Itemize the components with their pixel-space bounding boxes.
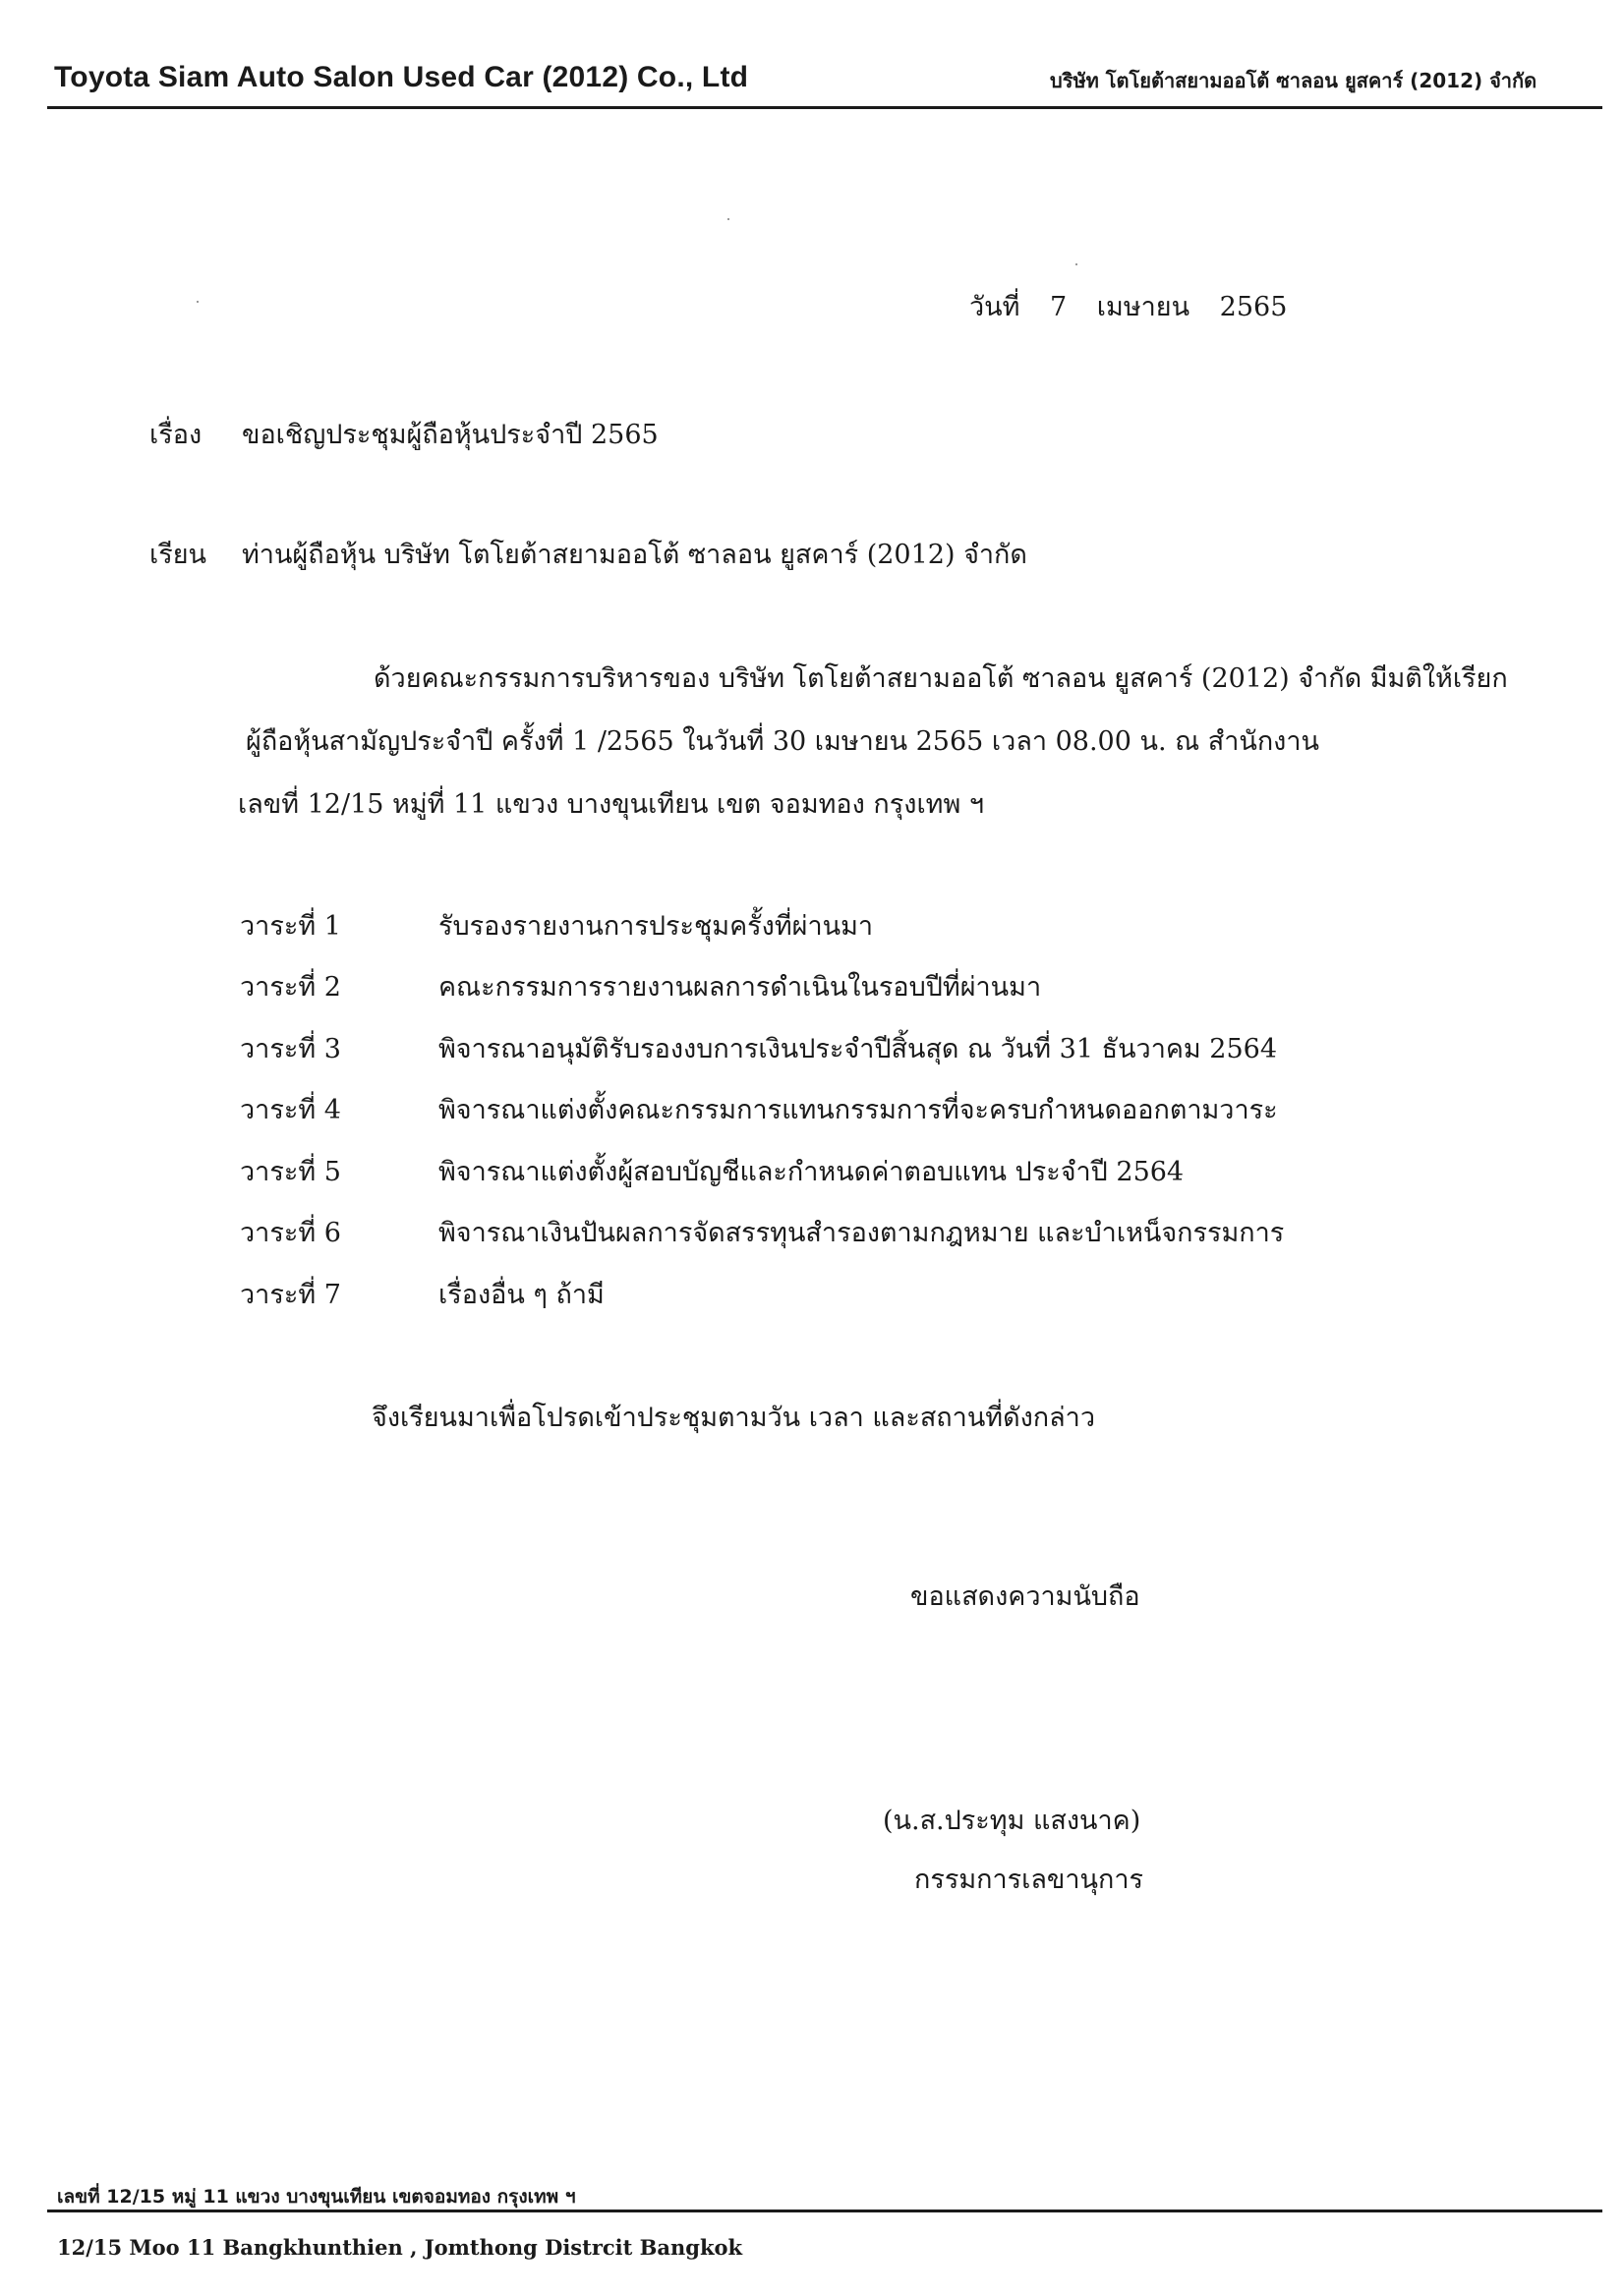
date-year: 2565 xyxy=(1219,292,1288,322)
letter-date xyxy=(969,285,1308,327)
agenda-item: พิจารณาแต่งตั้งคณะกรรมการแทนกรรมการที่จะครบกำหนดออกตามวาระ xyxy=(438,1095,1278,1125)
closing-regards: ขอแสดงความนับถือ xyxy=(910,1581,1140,1612)
agenda-number: วาระที่ 7 xyxy=(240,1280,341,1310)
agenda-item: พิจารณาเงินปันผลการจัดสรรทุนสำรองตามกฎหมาย และบำเหน็จกรรมการ xyxy=(438,1218,1285,1248)
intro-line-3: เลขที่ 12/15 หมู่ที่ 11 แขวง บางขุนเทียน เขต จอมทอง กรุงเทพ ฯ xyxy=(238,789,985,820)
agenda-number: วาระที่ 1 xyxy=(240,911,341,942)
company-name-english: Toyota Siam Auto Salon Used Car (2012) Co., Ltd xyxy=(54,61,749,93)
subject-label: เรื่อง xyxy=(149,420,203,450)
closing-request: จึงเรียนมาเพื่อโปรดเข้าประชุมตามวัน เวลา และสถานที่ดังกล่าว xyxy=(372,1403,1096,1433)
intro-line-2: ผู้ถือหุ้นสามัญประจำปี ครั้งที่ 1 /2565 ในวันที่ 30 เมษายน 2565 เวลา 08.00 น. ณ สำนักงาน xyxy=(246,726,1319,757)
date-month: เมษายน xyxy=(1096,292,1190,322)
agenda-item: คณะกรรมการรายงานผลการดำเนินในรอบปีที่ผ่านมา xyxy=(438,972,1042,1003)
footer-divider xyxy=(47,2210,1602,2212)
footer-address-english: 12/15 Moo 11 Bangkhunthien , Jomthong Distrcit Bangkok xyxy=(57,2235,743,2260)
header-divider xyxy=(47,106,1602,109)
company-name-thai: บริษัท โตโยต้าสยามออโต้ ซาลอน ยูสคาร์ (2012) จำกัด xyxy=(1050,69,1537,92)
agenda-item: พิจารณาอนุมัติรับรองงบการเงินประจำปีสิ้นสุด ณ วันที่ 31 ธันวาคม 2564 xyxy=(438,1034,1278,1064)
recipient-label: เรียน xyxy=(149,540,207,570)
scan-speck xyxy=(727,218,729,220)
agenda-number: วาระที่ 5 xyxy=(240,1157,341,1187)
agenda-number: วาระที่ 2 xyxy=(240,972,341,1003)
intro-line-1: ด้วยคณะกรรมการบริหารของ บริษัท โตโยต้าสยามออโต้ ซาลอน ยูสคาร์ (2012) จำกัด มีมติให้เรียก xyxy=(374,663,1508,694)
signer-title: กรรมการเลขานุการ xyxy=(914,1865,1144,1895)
agenda-number: วาระที่ 4 xyxy=(240,1095,341,1125)
recipient-text: ท่านผู้ถือหุ้น บริษัท โตโยต้าสยามออโต้ ซาลอน ยูสคาร์ (2012) จำกัด xyxy=(242,540,1027,570)
footer-address-thai: เลขที่ 12/15 หมู่ 11 แขวง บางขุนเทียน เขตจอมทอง กรุงเทพ ฯ xyxy=(57,2186,576,2208)
signer-name: (น.ส.ประทุม แสงนาค) xyxy=(883,1806,1141,1836)
agenda-item: พิจารณาแต่งตั้งผู้สอบบัญชีและกำหนดค่าตอบแทน ประจำปี 2564 xyxy=(438,1157,1185,1187)
agenda-item: รับรองรายงานการประชุมครั้งที่ผ่านมา xyxy=(438,911,874,942)
scan-speck xyxy=(197,301,199,303)
scan-speck xyxy=(1075,263,1077,265)
agenda-number: วาระที่ 6 xyxy=(240,1218,341,1248)
date-day: 7 xyxy=(1050,292,1068,322)
subject-text: ขอเชิญประชุมผู้ถือหุ้นประจำปี 2565 xyxy=(242,420,659,450)
agenda-number: วาระที่ 3 xyxy=(240,1034,341,1064)
date-prefix: วันที่ xyxy=(969,292,1020,322)
agenda-item: เรื่องอื่น ๆ ถ้ามี xyxy=(438,1280,605,1310)
